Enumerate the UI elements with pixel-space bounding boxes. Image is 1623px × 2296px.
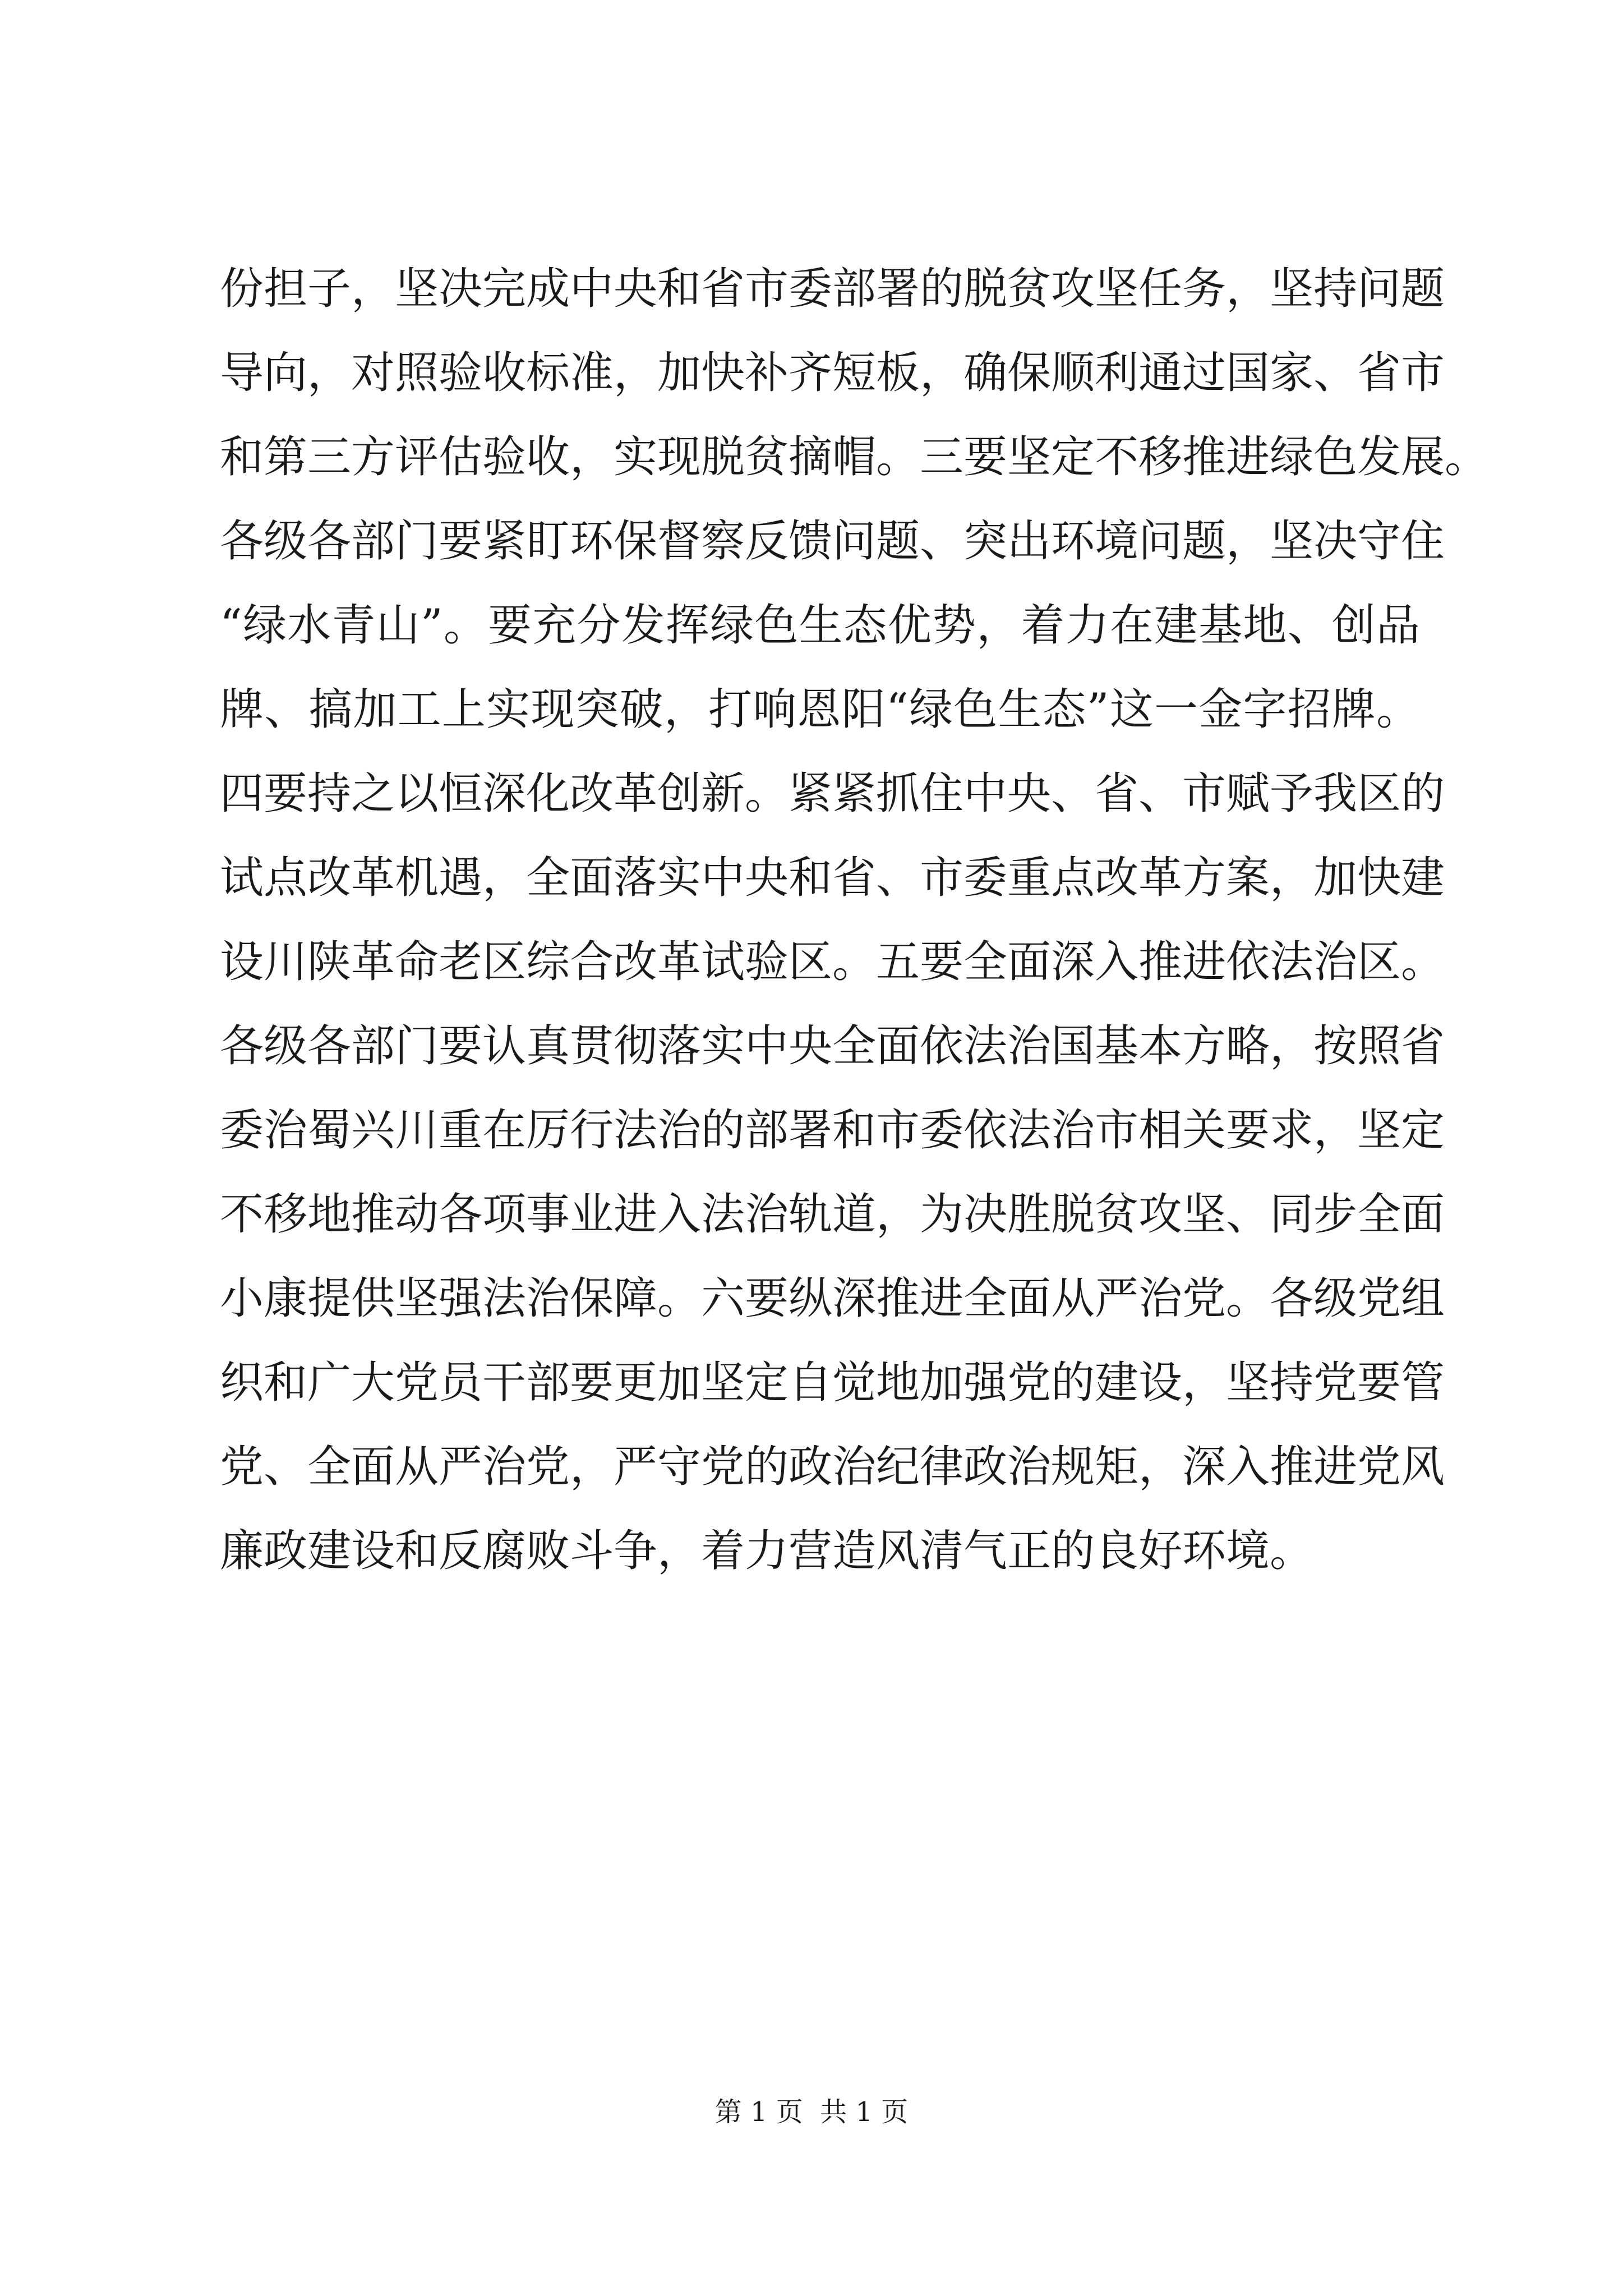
text-line: 和第三方评估验收，实现脱贫摘帽。三要坚定不移推进绿色发展。 bbox=[220, 432, 1489, 482]
text-line: 委治蜀兴川重在厉行法治的部署和市委依法治市相关要求，坚定 bbox=[220, 1105, 1445, 1156]
page-footer bbox=[0, 2095, 1623, 2129]
body-paragraph bbox=[220, 247, 1489, 1593]
text-line: 小康提供坚强法治保障。六要纵深推进全面从严治党。各级党组 bbox=[220, 1273, 1445, 1324]
text-line: 份担子，坚决完成中央和省市委部署的脱贫攻坚任务，坚持问题 bbox=[220, 264, 1445, 314]
text-line: 廉政建设和反腐败斗争，着力营造风清气正的良好环境。 bbox=[220, 1526, 1314, 1576]
text-line: 试点改革机遇，全面落实中央和省、市委重点改革方案，加快建 bbox=[220, 853, 1445, 903]
text-line: 各级各部门要紧盯环保督察反馈问题、突出环境问题，坚决守住 bbox=[220, 516, 1445, 567]
text-line: 牌、搞加工上实现突破，打响恩阳“绿色生态”这一金字招牌。 bbox=[220, 684, 1420, 735]
text-line: 党、全面从严治党，严守党的政治纪律政治规矩，深入推进党风 bbox=[220, 1442, 1445, 1492]
text-line: 设川陕革命老区综合改革试验区。五要全面深入推进依法治区。 bbox=[220, 937, 1445, 987]
text-line: 各级各部门要认真贯彻落实中央全面依法治国基本方略，按照省 bbox=[220, 1021, 1445, 1071]
page-number-label: 第 1 页 共 1 页 bbox=[714, 2096, 909, 2128]
text-line: 不移地推动各项事业进入法治轨道，为决胜脱贫攻坚、同步全面 bbox=[220, 1189, 1445, 1240]
text-line: 导向，对照验收标准，加快补齐短板，确保顺利通过国家、省市 bbox=[220, 348, 1445, 398]
text-line: 四要持之以恒深化改革创新。紧紧抓住中央、省、市赋予我区的 bbox=[220, 769, 1445, 819]
text-line: “绿水青山”。要充分发挥绿色生态优势，着力在建基地、创品 bbox=[220, 600, 1420, 651]
text-line: 织和广大党员干部要更加坚定自觉地加强党的建设，坚持党要管 bbox=[220, 1358, 1445, 1408]
